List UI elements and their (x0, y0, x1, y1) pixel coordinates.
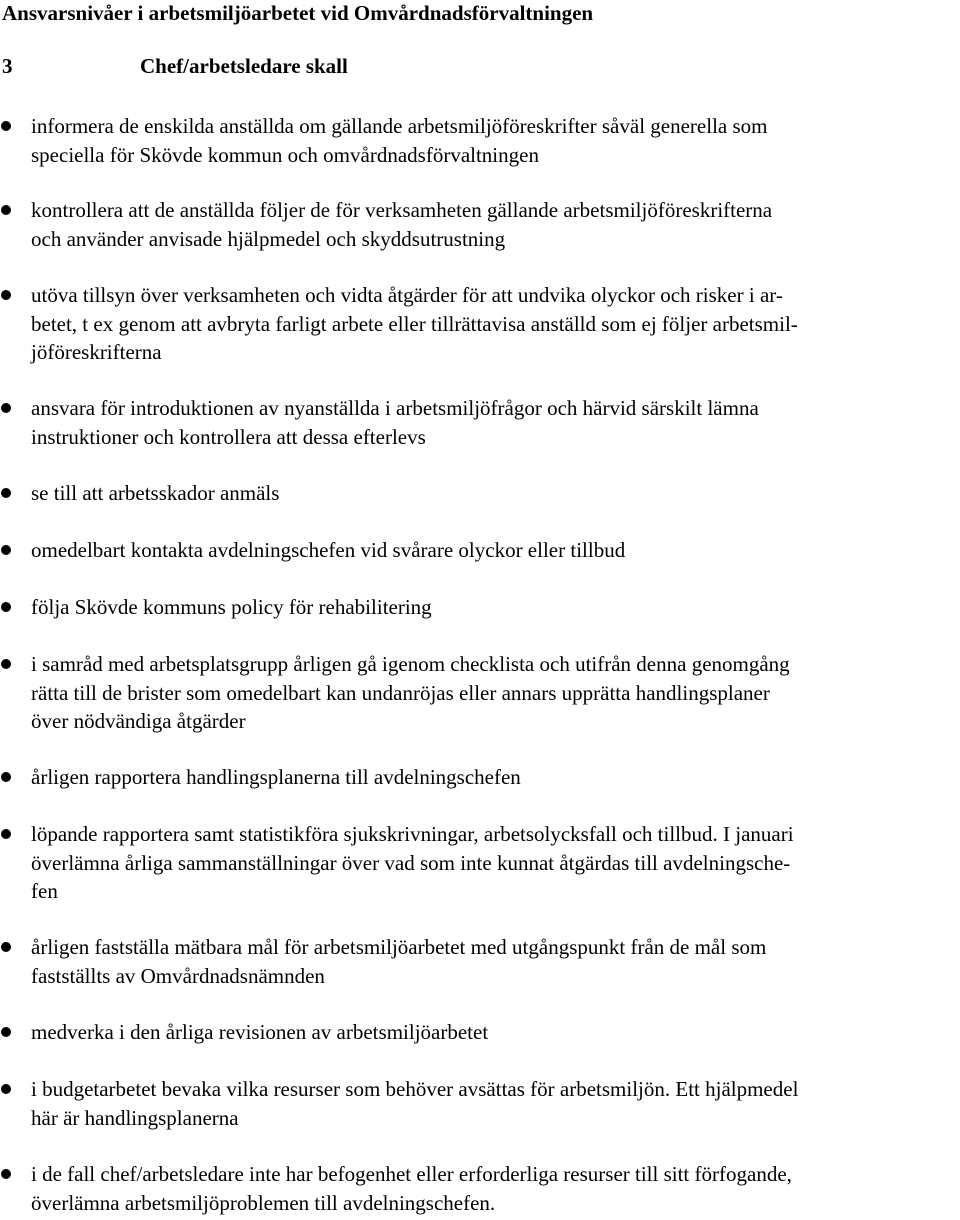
bullet-dot-icon (1, 1027, 11, 1037)
list-item-text (31, 933, 958, 990)
bullet-dot-icon (1, 205, 11, 215)
text-line: fen (31, 879, 58, 903)
text-line: och använder anvisade hjälpmedel och skyddsutrustning (31, 226, 506, 251)
list-item-text (31, 593, 958, 622)
bullet-dot-icon (1, 488, 11, 498)
bullet-dot-icon (1, 602, 11, 612)
text-line: kontrollera att de anställda följer de för verksamheten gällande arbetsmiljöföreskrifterna (31, 198, 773, 222)
list-item-text (31, 1018, 958, 1047)
list-item-text (31, 394, 958, 451)
bullet-dot-icon (1, 772, 11, 782)
text-line: i samråd med arbetsplatsgrupp årligen gå igenom checklista och utifrån denna genomgång (31, 652, 790, 676)
text-line: årligen rapportera handlingsplanerna till avdelningschefen (31, 765, 521, 789)
text-line: över nödvändiga åtgärder (31, 709, 246, 733)
text-line: jöföreskrifterna (31, 340, 162, 364)
text-line: medverka i den årliga revisionen av arbetsmiljöarbetet (31, 1020, 489, 1044)
bullet-dot-icon (1, 659, 11, 669)
text-line: i de fall chef/arbetsledare inte har befogenhet eller erforderliga resurser till sitt förfogande, (31, 1162, 792, 1186)
text-line: omedelbart kontakta avdelningschefen vid svårare olyckor eller tillbud (31, 538, 626, 562)
text-line: ansvara för introduktionen av nyanställda i arbetsmiljöfrågor och härvid särskilt lämna (31, 396, 759, 420)
text-line: betet, t ex genom att avbryta farligt arbete eller tillrättavisa anställd som ej följer arbetsmil- (31, 311, 798, 336)
bullet-dot-icon (1, 290, 11, 300)
list-item-text (31, 112, 958, 169)
text-line: instruktioner och kontrollera att dessa efterlevs (31, 424, 426, 449)
bullet-dot-icon (1, 121, 11, 131)
bullet-dot-icon (1, 545, 11, 555)
text-line: fastställts av Omvårdnadsnämnden (31, 963, 325, 988)
document-title: Ansvarsnivåer i arbetsmiljöarbetet vid Omvårdnadsförvaltningen (2, 1, 594, 25)
bullet-dot-icon (1, 403, 11, 413)
list-item-text (31, 196, 958, 253)
text-line: löpande rapportera samt statistikföra sjukskrivningar, arbetsolycksfall och tillbud. I januari (31, 822, 794, 846)
text-line: se till att arbetsskador anmäls (31, 481, 280, 505)
text-line: speciella för Skövde kommun och omvårdnadsförvaltningen (31, 142, 539, 167)
text-line: informera de enskilda anställda om gällande arbetsmiljöföreskrifter såväl generella som (31, 114, 768, 138)
text-line: här är handlingsplanerna (31, 1105, 239, 1130)
list-item-text (31, 479, 958, 508)
text-line: rätta till de brister som omedelbart kan undanröjas eller annars upprätta handlingsplaner (31, 680, 770, 705)
section-heading (2, 52, 348, 80)
text-line: följa Skövde kommuns policy för rehabilitering (31, 595, 432, 619)
list-item-text (31, 650, 958, 736)
text-line: årligen fastställa mätbara mål för arbetsmiljöarbetet med utgångspunkt från de mål som (31, 935, 767, 959)
bullet-dot-icon (1, 1084, 11, 1094)
bullet-dot-icon (1, 829, 11, 839)
text-line: i budgetarbetet bevaka vilka resurser som behöver avsättas för arbetsmiljön. Ett hjälpmedel (31, 1077, 799, 1101)
list-item-text (31, 820, 958, 906)
list-item-text (31, 763, 958, 792)
text-line: utöva tillsyn över verksamheten och vidta åtgärder för att undvika olyckor och risker i ar- (31, 283, 783, 307)
section-title: Chef/arbetsledare skall (140, 54, 348, 78)
list-item-text (31, 281, 958, 367)
text-line: överlämna årliga sammanställningar över vad som inte kunnat åtgärdas till avdelningsche- (31, 850, 791, 875)
list-item-text (31, 1075, 958, 1132)
section-number: 3 (2, 54, 13, 78)
bullet-dot-icon (1, 1169, 11, 1179)
text-line: överlämna arbetsmiljöproblemen till avdelningschefen. (31, 1190, 496, 1215)
bullet-dot-icon (1, 942, 11, 952)
list-item-text (31, 1160, 958, 1217)
list-item-text (31, 536, 958, 565)
